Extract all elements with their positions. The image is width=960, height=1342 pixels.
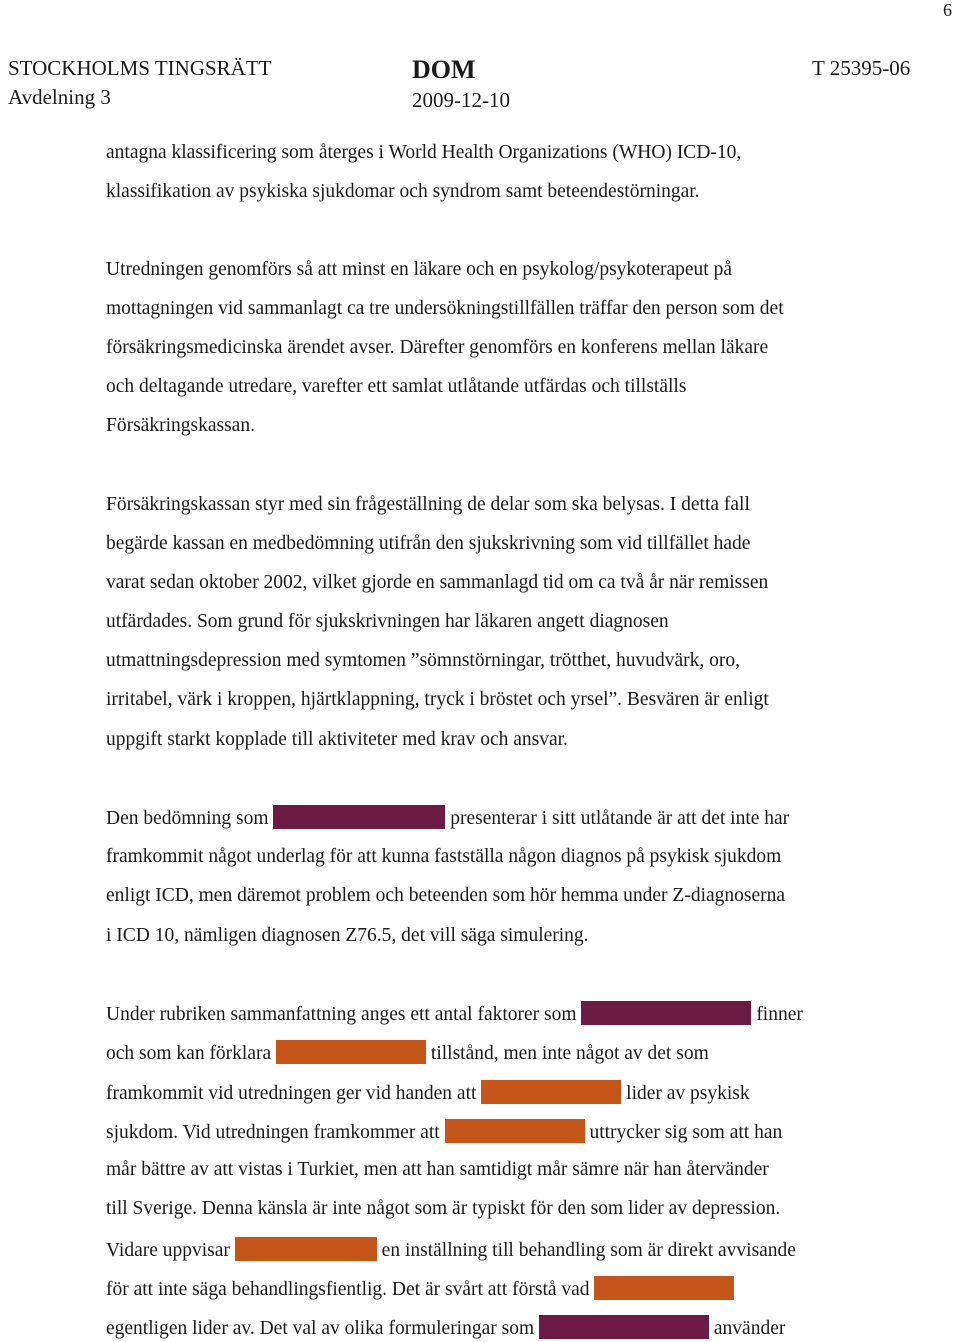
redaction-block: [581, 1001, 751, 1025]
text-segment: lider av psykisk: [626, 1083, 750, 1104]
paragraph-4-line: [106, 805, 789, 831]
paragraph-3-line: begärde kassan en medbedömning utifrån den sjukskrivning som vid tillfället hade: [106, 533, 751, 554]
text-segment: uttrycker sig som att han: [589, 1122, 783, 1143]
paragraph-3-line: utfärdades. Som grund för sjukskrivningen har läkaren angett diagnosen: [106, 611, 669, 632]
paragraph-3-line: uppgift starkt kopplade till aktiviteter med krav och ansvar.: [106, 729, 568, 750]
redaction-block: [276, 1040, 426, 1064]
paragraph-5-line: [106, 1001, 803, 1027]
paragraph-2-line: Försäkringskassan.: [106, 415, 255, 436]
text-segment: använder: [713, 1318, 786, 1339]
paragraph-2-line: Utredningen genomförs så att minst en läkare och en psykolog/psykoterapeut på: [106, 259, 732, 280]
text-segment: för att inte säga behandlingsfientlig. Det är svårt att förstå vad: [106, 1279, 590, 1300]
paragraph-5-line: [106, 1237, 796, 1263]
paragraph-3-line: utmattningsdepression med symtomen ”sömnstörningar, trötthet, huvudvärk, oro,: [106, 650, 740, 671]
paragraph-4-line: framkommit något underlag för att kunna fastställa någon diagnos på psykisk sjukdom: [106, 846, 782, 867]
paragraph-2-line: mottagningen vid sammanlagt ca tre undersökningstillfällen träffar den person som det: [106, 298, 784, 319]
text-segment: Under rubriken sammanfattning anges ett antal faktorer som: [106, 1004, 577, 1025]
redaction-block: [235, 1237, 377, 1261]
text-segment: tillstånd, men inte något av det som: [430, 1043, 709, 1064]
paragraph-2-line: försäkringsmedicinska ärendet avser. Därefter genomförs en konferens mellan läkare: [106, 337, 769, 358]
text-segment: en inställning till behandling som är direkt avvisande: [381, 1240, 796, 1261]
document-type: DOM: [412, 55, 476, 84]
court-name: STOCKHOLMS TINGSRÄTT: [8, 56, 272, 80]
paragraph-4-line: i ICD 10, nämligen diagnosen Z76.5, det vill säga simulering.: [106, 925, 589, 946]
text-segment: egentligen lider av. Det val av olika formuleringar som: [106, 1318, 535, 1339]
text-segment: och som kan förklara: [106, 1043, 272, 1064]
paragraph-5-line: [106, 1040, 709, 1066]
redaction-block: [481, 1080, 621, 1104]
paragraph-5-line: [106, 1276, 734, 1302]
paragraph-1-line: antagna klassificering som återges i World Health Organizations (WHO) ICD-10,: [106, 142, 742, 163]
document-date: 2009-12-10: [412, 88, 510, 112]
redaction-block: [445, 1119, 585, 1143]
text-segment: framkommit vid utredningen ger vid handen att: [106, 1083, 477, 1104]
text-segment: presenterar i sitt utlåtande är att det inte har: [450, 808, 790, 829]
redaction-block: [594, 1276, 734, 1300]
paragraph-3-line: varat sedan oktober 2002, vilket gjorde en sammanlagd tid om ca två år när remissen: [106, 572, 769, 593]
redaction-block: [539, 1315, 709, 1339]
redaction-block: [273, 805, 445, 829]
text-segment: finner: [756, 1004, 803, 1025]
paragraph-5-line: till Sverige. Denna känsla är inte något som är typiskt för den som lider av depression.: [106, 1198, 781, 1219]
paragraph-1-line: klassifikation av psykiska sjukdomar och syndrom samt beteendestörningar.: [106, 181, 700, 202]
case-number: T 25395-06: [812, 56, 911, 80]
paragraph-5-line: [106, 1080, 750, 1106]
paragraph-3-line: Försäkringskassan styr med sin frågeställning de delar som ska belysas. I detta fall: [106, 494, 750, 515]
page-number: 6: [943, 0, 952, 20]
paragraph-4-line: enligt ICD, men däremot problem och beteenden som hör hemma under Z-diagnoserna: [106, 885, 786, 906]
text-segment: sjukdom. Vid utredningen framkommer att: [106, 1122, 440, 1143]
text-segment: Den bedömning som: [106, 808, 269, 829]
paragraph-2-line: och deltagande utredare, varefter ett samlat utlåtande utfärdas och tillställs: [106, 376, 687, 397]
paragraph-5-line: [106, 1315, 785, 1341]
court-division: Avdelning 3: [8, 85, 111, 109]
paragraph-5-line: [106, 1119, 782, 1145]
paragraph-3-line: irritabel, värk i kroppen, hjärtklappning, tryck i bröstet och yrsel”. Besvären är enligt: [106, 689, 769, 710]
paragraph-5-line: mår bättre av att vistas i Turkiet, men att han samtidigt mår sämre när han återvänder: [106, 1159, 769, 1180]
text-segment: Vidare uppvisar: [106, 1240, 230, 1261]
